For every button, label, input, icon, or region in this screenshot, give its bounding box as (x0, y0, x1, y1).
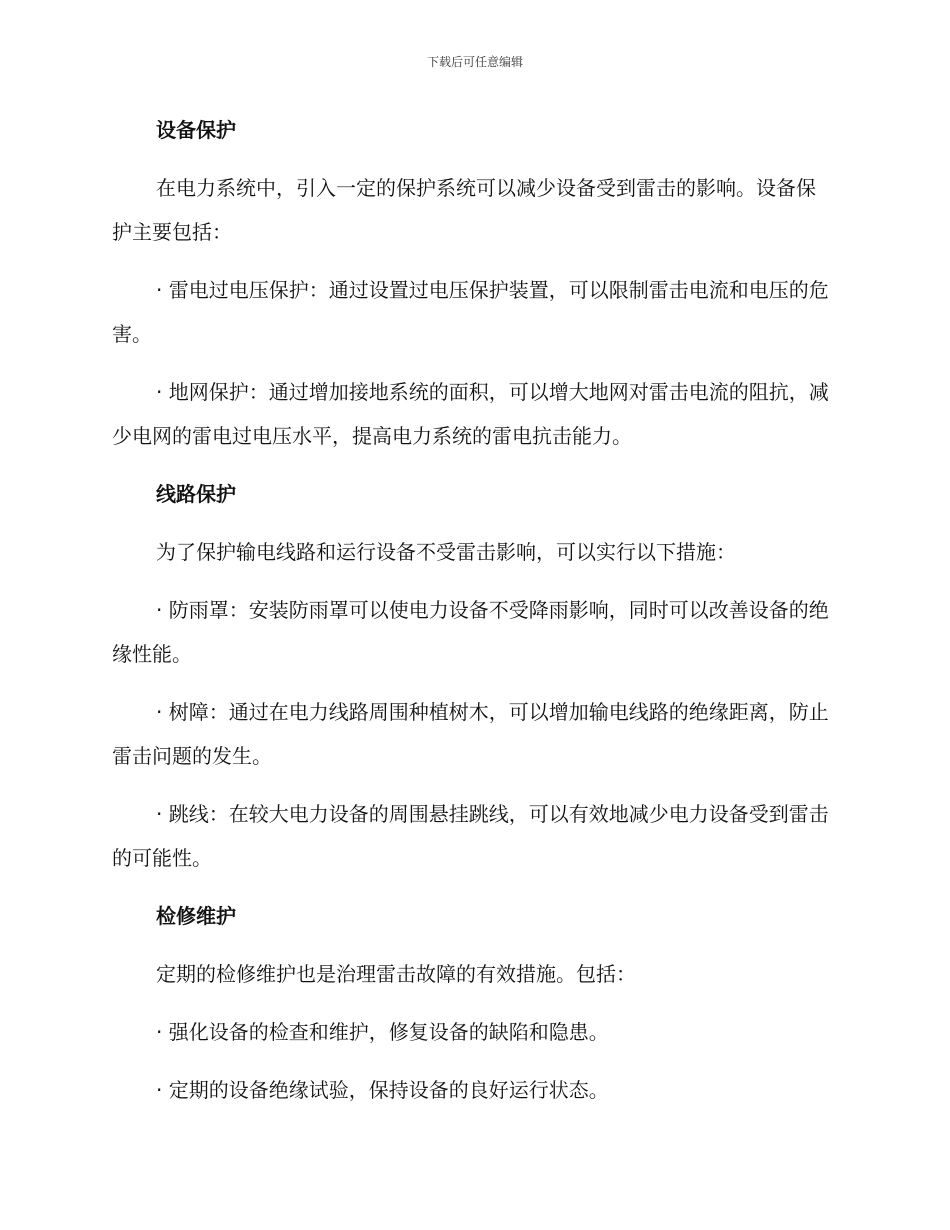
section-heading-equipment-protection: 设备保护 (156, 118, 236, 142)
paragraph: 为了保护输电线路和运行设备不受雷击影响，可以实行以下措施： (156, 540, 736, 564)
page-header-note: 下载后可任意编辑 (426, 55, 523, 69)
bullet-paragraph: · 定期的设备绝缘试验，保持设备的良好运行状态。 (156, 1078, 609, 1102)
section-heading-maintenance: 检修维护 (156, 904, 236, 928)
document-body (112, 108, 832, 1126)
bullet-paragraph: · 雷电过电压保护：通过设置过电压保护装置，可以限制雷击电流和电压的危害。 (112, 278, 829, 346)
bullet-paragraph: · 地网保护：通过增加接地系统的面积，可以增大地网对雷击电流的阻抗，减少电网的雷电过电压水平，提高电力系统的雷电抗击能力。 (112, 380, 829, 448)
bullet-paragraph: · 树障：通过在电力线路周围种植树木，可以增加输电线路的绝缘距离，防止雷击问题的发生。 (112, 700, 829, 768)
paragraph: 定期的检修维护也是治理雷击故障的有效措施。包括： (156, 962, 636, 986)
paragraph: 在电力系统中，引入一定的保护系统可以减少设备受到雷击的影响。设备保护主要包括： (112, 176, 816, 244)
bullet-paragraph: · 防雨罩：安装防雨罩可以使电力设备不受降雨影响，同时可以改善设备的绝缘性能。 (112, 598, 829, 666)
bullet-paragraph: · 跳线：在较大电力设备的周围悬挂跳线，可以有效地减少电力设备受到雷击的可能性。 (112, 802, 829, 870)
section-heading-line-protection: 线路保护 (156, 482, 236, 506)
bullet-paragraph: · 强化设备的检查和维护，修复设备的缺陷和隐患。 (156, 1020, 609, 1044)
